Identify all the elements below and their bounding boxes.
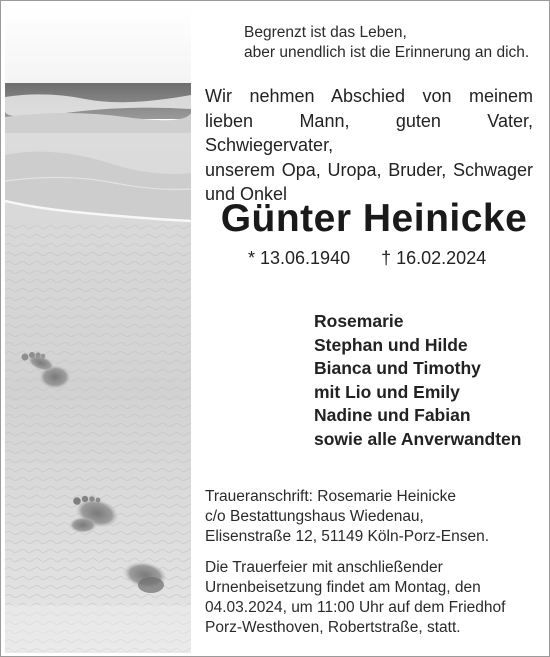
mourner-name: Stephan und Hilde: [314, 334, 468, 355]
mourners-list: [314, 310, 521, 451]
address-line: Traueranschrift: Rosemarie Heinicke: [205, 488, 456, 505]
beach-footprints-photo: [5, 5, 191, 653]
intro-line: unserem Opa, Uropa, Bruder, Schwager: [205, 159, 533, 180]
mourner-name: sowie alle Anverwandten: [314, 428, 522, 449]
life-dates: [248, 248, 486, 269]
motto-line: Begrenzt ist das Leben,: [244, 24, 407, 41]
death-date: † 16.02.2024: [381, 248, 487, 268]
funeral-service-info: [205, 558, 505, 638]
mourner-name: mit Lio und Emily: [314, 381, 460, 402]
service-line: Die Trauerfeier mit anschließender: [205, 559, 443, 576]
service-line: 04.03.2024, um 11:00 Uhr auf dem Friedhof: [205, 599, 506, 616]
farewell-intro: [205, 84, 533, 207]
mourner-name: Rosemarie: [314, 311, 404, 331]
motto-line: aber unendlich ist die Erinnerung an dich.: [244, 44, 530, 61]
memorial-motto: [244, 23, 529, 63]
intro-line: lieben Mann, guten Vater, Schwiegervater,: [205, 110, 533, 155]
service-line: Porz-Westhoven, Robertstraße, statt.: [205, 619, 461, 636]
intro-line: Wir nehmen Abschied von meinem: [205, 86, 533, 106]
intro-line: und Onkel: [205, 184, 288, 204]
address-line: Elisenstraße 12, 51149 Köln-Porz-Ensen.: [205, 528, 490, 545]
birth-date: * 13.06.1940: [248, 248, 351, 268]
address-line: c/o Bestattungshaus Wiedenau,: [205, 508, 424, 525]
service-line: Urnenbeisetzung findet am Montag, den: [205, 579, 481, 596]
mourning-address: [205, 487, 489, 547]
deceased-name: Günter Heinicke: [220, 197, 528, 240]
mourner-name: Bianca und Timothy: [314, 358, 481, 378]
mourner-name: Nadine und Fabian: [314, 405, 471, 425]
